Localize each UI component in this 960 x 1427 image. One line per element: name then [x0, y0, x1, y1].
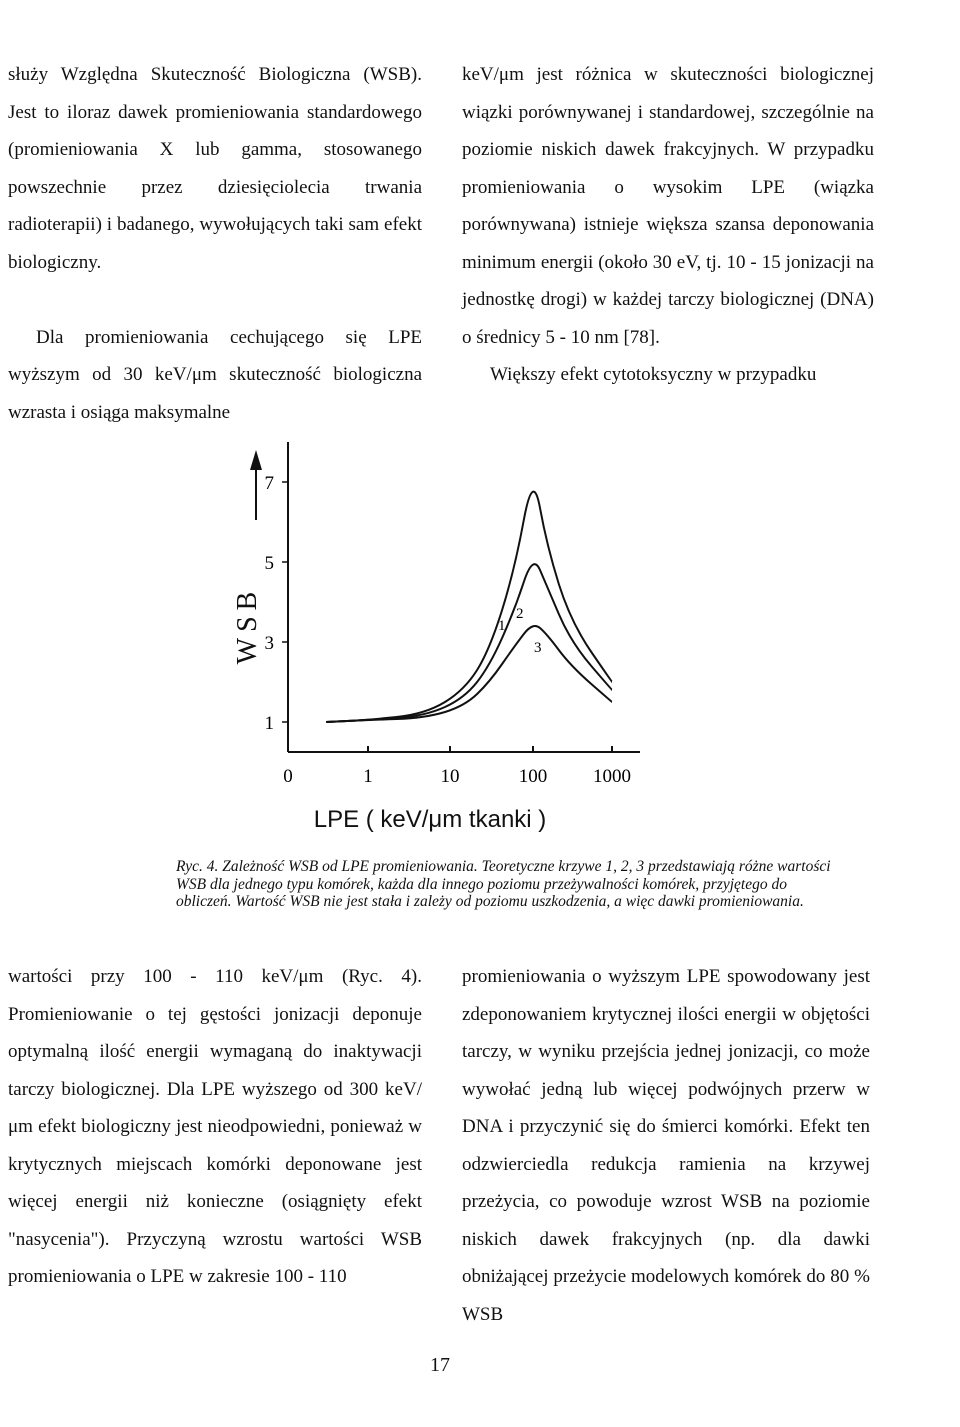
chart: [200, 430, 700, 855]
chart-curves: [326, 492, 612, 722]
curve-1: [326, 492, 612, 722]
paragraph: służy Względna Skuteczność Biologiczna (WSB). Jest to iloraz dawek promieniowania standardowego (promieniowania X lub gamma, stosowanego powszechnie przez dziesięciolecia trwania radioterapii) i badanego, wywołujących taki sam efekt biologiczny.: [8, 64, 422, 273]
paragraph: keV/μm jest różnica w skuteczności biologicznej wiązki porównywanej i standardowej, szczególnie na poziomie niskich dawek frakcyjnych. W przypadku promieniowania o wysokim LPE (wiązka porównywana) istnieje większa szansa deponowania minimum energii (około 30 eV, tj. 10 - 15 jonizacji na jednostkę drogi) w każdej tarczy biologicznej (DNA) o średnicy 5 - 10 nm [78].: [462, 64, 874, 348]
chart-axes: [232, 442, 640, 833]
curve-2: [326, 564, 612, 722]
curve-label: 2: [516, 606, 524, 622]
curve-label: 1: [498, 618, 506, 634]
y-axis-label: WSB: [232, 585, 263, 665]
figure-wsb-vs-lpe: [200, 430, 700, 855]
figure-caption: Ryc. 4. Zależność WSB od LPE promieniowania. Teoretyczne krzywe 1, 2, 3 przedstawiają różne wartości WSB dla jednego typu komórek, każda dla innego poziomu przeżywalności komórek, przyjętego do obliczeń. Wartość WSB nie jest stała i zależy od poziomu uszkodzenia, a więc dawki promieniowania.: [176, 858, 831, 910]
x-tick-label: 10: [440, 766, 460, 787]
x-tick-label: 100: [518, 766, 548, 787]
y-tick-label: 3: [264, 633, 274, 654]
x-tick-label: 0: [283, 766, 293, 787]
page-number: 17: [430, 1354, 450, 1376]
text-column-top-right: [462, 56, 874, 394]
paragraph: Dla promieniowania cechującego się LPE wyższym od 30 keV/μm skuteczność biologiczna wzrasta i osiąga maksymalne: [8, 326, 422, 423]
curve-3: [326, 626, 612, 722]
y-tick-label: 5: [264, 553, 274, 574]
y-tick-label: 1: [264, 713, 274, 734]
x-tick-label: 1000: [593, 766, 631, 787]
text-column-bottom-left: [8, 958, 422, 1296]
paragraph: wartości przy 100 - 110 keV/μm (Ryc. 4). Promieniowanie o tej gęstości jonizacji deponuje optymalną ilość energii wymaganą do inaktywacji tarczy biologicznej. Dla LPE wyższego od 300 keV/μm efekt biologiczny jest nieodpowiedni, ponieważ w krytycznych miejscach komórki deponowane jest więcej energii niż konieczne (osiągnięty efekt "nasycenia"). Przyczyną wzrostu wartości WSB promieniowania o LPE w zakresie 100 - 110: [8, 966, 422, 1287]
text-column-bottom-right: [462, 958, 870, 1333]
x-tick-label: 1: [363, 766, 373, 787]
y-tick-label: 7: [264, 473, 274, 494]
text-column-top-left: [8, 56, 422, 431]
curve-label: 3: [534, 640, 542, 656]
x-axis-label: LPE ( keV/μm tkanki ): [313, 806, 547, 833]
paragraph: Większy efekt cytotoksyczny w przypadku: [490, 364, 817, 385]
chart-curve-labels: [498, 606, 542, 656]
y-arrow-head-icon: [250, 450, 262, 470]
chart-ticks: [265, 473, 632, 787]
paragraph: promieniowania o wyższym LPE spowodowany jest zdeponowaniem krytycznej ilości energii w objętości tarczy, w wyniku przejścia jednej jonizacji, co może wywołać jedną lub więcej podwójnych przerw w DNA i przyczynić się do śmierci komórki. Efekt ten odzwierciedla redukcja ramienia na krzywej przeżycia, co powoduje wzrost WSB na poziomie niskich dawek frakcyjnych (np. dla dawki obniżającej przeżycie modelowych komórek do 80 % WSB: [462, 966, 870, 1325]
